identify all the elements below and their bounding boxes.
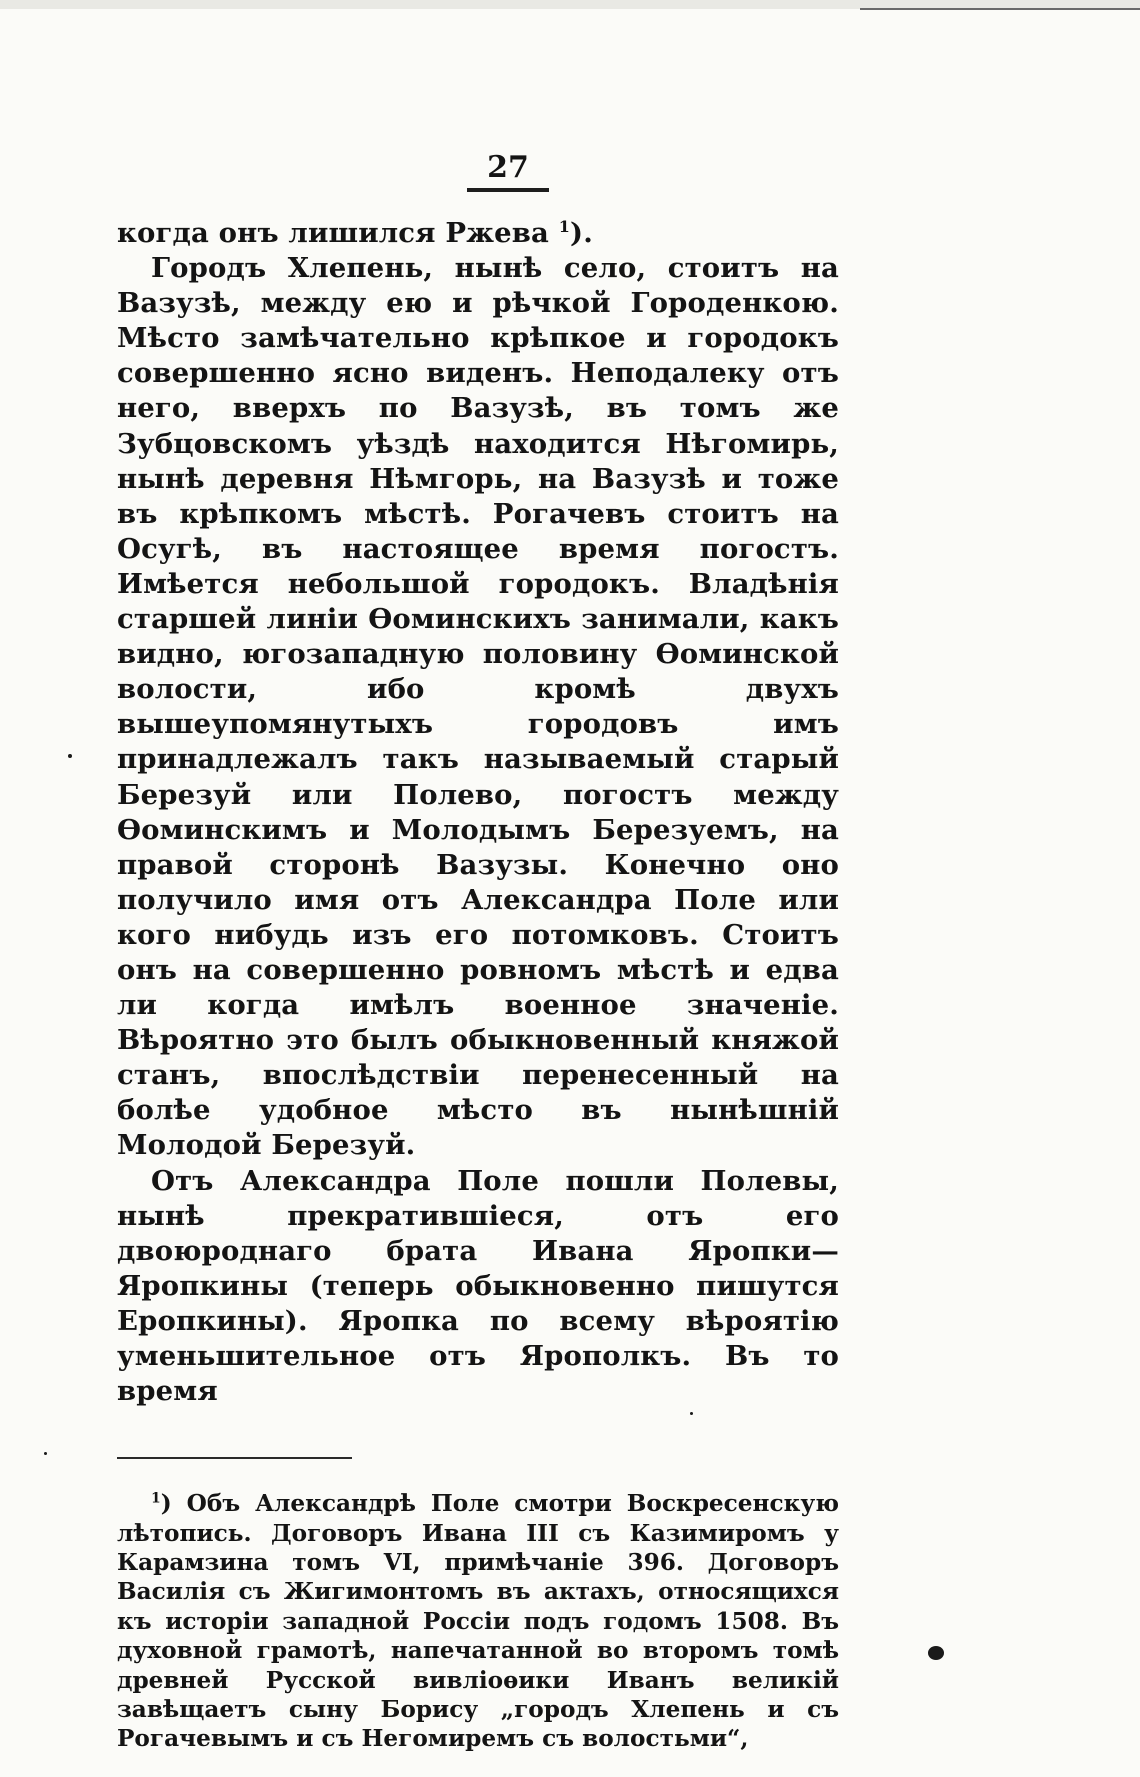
page-number: 27 — [487, 150, 529, 185]
scan-speck — [928, 1646, 944, 1660]
footnote — [117, 1489, 839, 1754]
paragraph: Отъ Александра Поле пошли Полевы, нынѣ прекратившіеся, отъ его двоюроднаго брата Ивана Яропки—Яропкины (теперь обыкновенно пишутся Еропкины). Яропка по всему вѣроятію уменьшительное отъ Ярополкъ. Въ то время — [117, 1164, 839, 1408]
footnote-text: ) Объ Александрѣ Поле смотри Воскресенскую лѣтопись. Договоръ Ивана III съ Казимиромъ у Карамзина томъ VI, примѣчаніе 396. Договоръ Василія съ Жигимонтомъ въ актахъ, относящихся къ исторіи западной Россіи подъ годомъ 1508. Въ духовной грамотѣ, напечатанной во второмъ томѣ древней Русской вивліоѳики Иванъ великій завѣщаетъ сыну Борису „городъ Хлепень и съ Рогачевымъ и съ Негомиремъ съ волостьми“, — [117, 1490, 839, 1753]
scan-top-line — [860, 8, 1140, 10]
scan-speck — [68, 754, 72, 758]
book-page — [117, 150, 839, 1777]
footnote-separator — [117, 1457, 352, 1459]
scan-speck — [690, 1412, 693, 1415]
paragraph-text: когда онъ лишился Ржева — [117, 217, 559, 249]
paragraph: Городъ Хлепень, нынѣ село, стоитъ на Вазузѣ, между ею и рѣчкой Городенкою. Мѣсто замѣчательно крѣпкое и городокъ совершенно ясно виденъ. Неподалеку отъ него, вверхъ по Вазузѣ, въ томъ же Зубцовскомъ уѣздѣ находится Нѣгомирь, нынѣ деревня Нѣмгорь, на Вазузѣ и тоже въ крѣпкомъ мѣстѣ. Рогачевъ стоитъ на Осугѣ, въ настоящее время погостъ. Имѣется небольшой городокъ. Владѣнія старшей линіи Ѳоминскихъ занимали, какъ видно, югозападную половину Ѳоминской волости, ибо кромѣ двухъ вышеупомянутыхъ городовъ имъ принадлежалъ такъ называемый старый Березуй или Полево, погостъ между Ѳоминскимъ и Молодымъ Березуемъ, на правой сторонѣ Вазузы. Конечно оно получило имя отъ Александра Поле или кого нибудь изъ его потомковъ. Стоитъ онъ на совершенно ровномъ мѣстѣ и едва ли когда имѣлъ военное значеніе. Вѣроятно это былъ обыкновенный княжой станъ, впослѣдствіи перенесенный на болѣе удобное мѣсто въ нынѣшній Молодой Березуй. — [117, 252, 839, 1162]
page-number-underline — [467, 188, 549, 192]
scan-speck — [44, 1452, 47, 1455]
paragraph-text-end: ). — [570, 217, 593, 249]
footnote-mark: 1 — [151, 1490, 161, 1507]
paragraph-continuation — [117, 216, 839, 251]
footnote-reference: 1 — [558, 216, 571, 236]
body-text — [117, 216, 839, 1409]
